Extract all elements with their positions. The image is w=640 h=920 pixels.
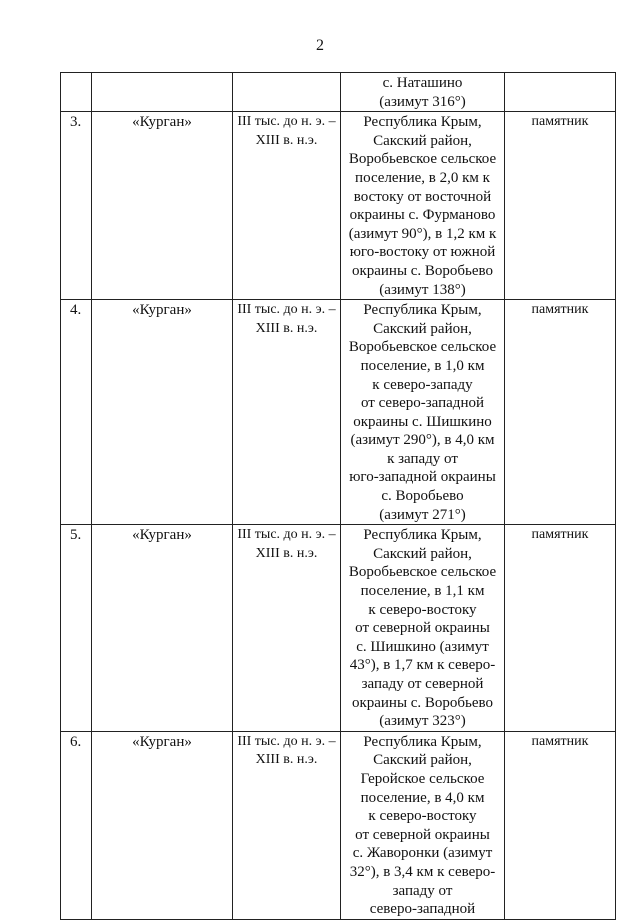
location-line: (азимут 138°) — [379, 281, 466, 298]
location-line: с. Шишкино (азимут — [356, 638, 489, 655]
location-line: северо-западной — [369, 901, 476, 918]
location-line: от северо-западной — [360, 395, 484, 412]
location-line: (азимут 90°), в 1,2 км к — [348, 225, 497, 242]
location-line: Воробьевское сельское — [348, 151, 497, 168]
object-location — [341, 525, 505, 732]
object-category: памятник — [505, 731, 616, 919]
table-row — [61, 300, 616, 525]
location-line: юго-востоку от южной — [349, 244, 496, 261]
object-name — [92, 73, 233, 112]
location-line: западу от — [392, 882, 453, 899]
location-line: (азимут 271°) — [379, 506, 466, 523]
location-line: к северо-востоку — [368, 601, 477, 618]
dating-line: XIII в. н.э. — [255, 320, 318, 336]
location-line: (азимут 316°) — [379, 93, 466, 110]
object-location — [341, 73, 505, 112]
object-dating — [233, 73, 341, 112]
row-number: 4. — [61, 300, 92, 525]
location-line: Сакский район, — [373, 132, 472, 149]
dating-line: III тыс. до н. э. – — [237, 114, 336, 130]
location-line: поселение, в 1,1 км — [360, 583, 485, 600]
object-category: памятник — [505, 112, 616, 300]
location-line: Геройское сельское — [360, 770, 485, 787]
object-name: «Курган» — [92, 525, 233, 732]
table-row — [61, 525, 616, 732]
object-name: «Курган» — [92, 112, 233, 300]
location-line: западу от северной — [361, 676, 484, 692]
location-line: поселение, в 1,0 км — [360, 357, 485, 374]
location-line: к северо-востоку — [368, 808, 477, 825]
object-category: памятник — [505, 525, 616, 732]
table-row — [61, 112, 616, 300]
object-dating — [233, 525, 341, 732]
dating-line: III тыс. до н. э. – — [237, 733, 336, 749]
location-line: юго-западной окраины — [349, 469, 496, 486]
location-line: окраины с. Воробьево — [351, 262, 494, 279]
location-line: от северной окраины — [355, 826, 490, 843]
location-line: поселение, в 2,0 км к — [355, 169, 490, 186]
row-number: 6. — [61, 731, 92, 919]
object-category: памятник — [505, 300, 616, 525]
dating-line: XIII в. н.э. — [255, 752, 318, 768]
location-line: от северной окраины — [355, 620, 490, 637]
location-line: Республика Крым, — [363, 302, 482, 319]
location-line: Воробьевское сельское — [348, 564, 497, 581]
location-line: востоку от восточной — [353, 188, 492, 205]
object-location — [341, 300, 505, 525]
row-number: 5. — [61, 525, 92, 732]
object-dating — [233, 300, 341, 525]
object-location — [341, 731, 505, 919]
location-line: (азимут 290°), в 4,0 км — [350, 432, 495, 449]
table-row — [61, 73, 616, 112]
location-line: поселение, в 4,0 км — [360, 789, 485, 806]
location-line: 43°), в 1,7 км к северо- — [349, 657, 496, 674]
object-name: «Курган» — [92, 731, 233, 919]
dating-line: XIII в. н.э. — [255, 545, 318, 561]
dating-line: III тыс. до н. э. – — [237, 527, 336, 543]
object-dating — [233, 112, 341, 300]
location-line: Сакский район, — [373, 320, 472, 337]
page-number: 2 — [316, 37, 324, 54]
location-line: к западу от — [387, 450, 458, 467]
location-line: с. Воробьево — [381, 488, 464, 505]
location-line: (азимут 323°) — [379, 713, 466, 730]
location-line: к северо-западу — [372, 376, 473, 393]
location-line: Республика Крым, — [363, 527, 482, 544]
location-line: Сакский район, — [373, 752, 472, 769]
table-row — [61, 731, 616, 919]
location-line: окраины с. Фурманово — [349, 207, 496, 224]
location-line: окраины с. Шишкино — [353, 413, 492, 430]
dating-line: III тыс. до н. э. – — [237, 302, 336, 318]
location-line: Воробьевское сельское — [348, 339, 497, 356]
dating-line: XIII в. н.э. — [255, 132, 318, 148]
location-line: окраины с. Воробьево — [351, 694, 494, 711]
location-line: Сакский район, — [373, 545, 472, 562]
location-line: с. Наташино — [382, 75, 463, 91]
object-dating — [233, 731, 341, 919]
location-line: 32°), в 3,4 км к северо- — [349, 863, 496, 880]
object-category — [505, 73, 616, 112]
location-line: Республика Крым, — [363, 114, 482, 131]
location-line: Республика Крым, — [363, 733, 482, 750]
row-number — [61, 73, 92, 112]
location-line: с. Жаворонки (азимут — [352, 845, 493, 862]
monuments-table — [60, 72, 616, 920]
object-name: «Курган» — [92, 300, 233, 525]
row-number: 3. — [61, 112, 92, 300]
object-location — [341, 112, 505, 300]
